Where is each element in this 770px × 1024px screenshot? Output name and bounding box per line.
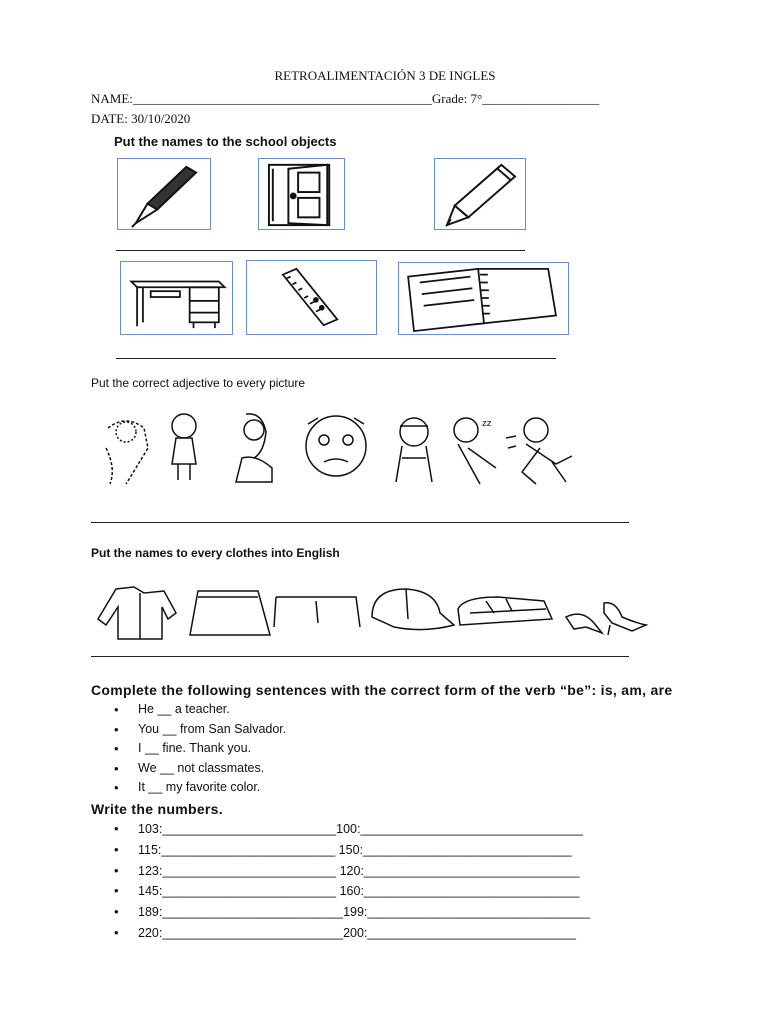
verb-be-heading: Complete the following sentences with the correct form of the verb “be”: is, am, are (91, 682, 673, 698)
sentence-item: • You __ from San Salvador. (138, 720, 286, 740)
sentence-item: • He __ a teacher. (138, 700, 286, 720)
clothes-heading: Put the names to every clothes into English (91, 546, 340, 560)
school-objects-heading: Put the names to the school objects (114, 134, 337, 149)
date-line: DATE: 30/10/2020 (91, 111, 191, 126)
verb-be-sentences (138, 700, 286, 798)
number-line: • 123:_________________________ 120:_______________________________ (138, 861, 590, 882)
worksheet-title: RETROALIMENTACIÓN 3 DE INGLES (274, 68, 496, 83)
pencil-image (434, 158, 526, 230)
number-line: • 220:__________________________200:______________________________ (138, 923, 590, 944)
clothes-pictures (94, 583, 654, 641)
desk-image (120, 261, 233, 335)
answer-line-clothes (91, 656, 629, 657)
name-grade-line: NAME:______________________________________________Grade: 7°__________________ (91, 91, 600, 106)
number-line: • 145:_________________________ 160:_______________________________ (138, 881, 590, 902)
svg-text:zz: zz (482, 419, 492, 429)
number-line: • 115:_________________________ 150:______________________________ (138, 840, 590, 861)
adjectives-heading: Put the correct adjective to every picture (91, 376, 306, 390)
write-numbers-heading: Write the numbers. (91, 801, 223, 817)
notebook-image (398, 262, 569, 335)
answer-line-row2 (116, 358, 556, 359)
sentence-item: • It __ my favorite color. (138, 778, 286, 798)
answer-line-adjectives (91, 522, 629, 523)
numbers-list (138, 819, 590, 944)
number-line: • 189:__________________________199:________________________________ (138, 902, 590, 923)
answer-line-row1 (116, 250, 525, 251)
pen-image (117, 158, 211, 230)
ruler-image (246, 260, 377, 335)
adjective-pictures (96, 408, 588, 486)
door-image (258, 158, 345, 230)
sentence-item: • I __ fine. Thank you. (138, 739, 286, 759)
number-line: • 103:_________________________100:________________________________ (138, 819, 590, 840)
sentence-item: • We __ not classmates. (138, 759, 286, 779)
